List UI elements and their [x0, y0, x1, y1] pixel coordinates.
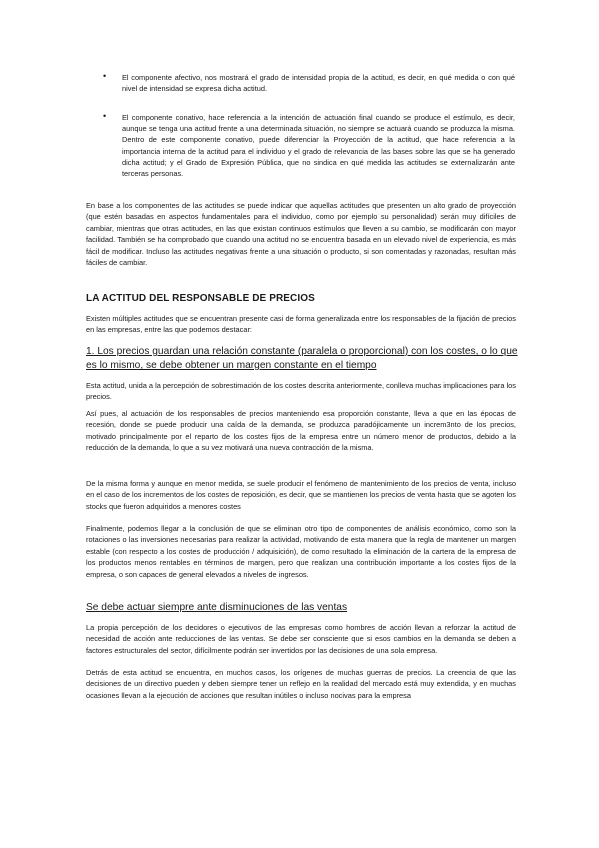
bullet-marker: • [103, 111, 107, 121]
subheading-disminuciones: Se debe actuar siempre ante disminuciones de las ventas [86, 602, 348, 613]
paragraph: La propia percepción de los decidores o ejecutivos de las empresas como hombres de acción llevan a reforzar la actitud de necesidad de acción ante reducciones de las ventas. Se debe ser consciente que si esos cambios en la demanda se deben a factores estructurales del sector, difícilmente podrán ser invertidos por las decisiones de una sola empresa. [86, 623, 516, 655]
paragraph: Esta actitud, unida a la percepción de sobrestimación de los costes descrita anteriormente, conlleva muchas implicaciones para los precios. [86, 381, 516, 402]
subheading-precios-costes: 1. Los precios guardan una relación constante (paralela o proporcional) con los costes, o lo que es lo mismo, se debe obtener un margen constante en el tiempo [86, 346, 518, 371]
bullet-item-conativo: El componente conativo, hace referencia a la intención de actuación final cuando se produce el estímulo, es decir, aunque se tenga una actitud frente a una determinada situación, no siempre se actuará cuando se produzca la misma. Dentro de este componente conativo, puede diferenciar la Proyección de la actitud, que hace referencia a la importancia interna de la actitud para el individuo y el grado de relevancia de las bases sobre las que se ha generado dicha actitud; y el Grado de Expresión Pública, que no sindica en qué medida las actitudes se externalizarán ante terceras personas. [122, 113, 515, 179]
paragraph: Finalmente, podemos llegar a la conclusión de que se eliminan otro tipo de componentes de análisis económico, como son la rotaciones o las inversiones necesarias para realizar la actividad, motivando de esta manera que la regla de mantener un margen estable (con respecto a los costes de producción / adquisición), de como resultado la eliminación de la cartera de la empresa de los productos menos rentables en términos de margen, pero que realizan una contribución importante a los costes fijos de la empresa, o son capaces de general elevados a niveles de ingresos. [86, 524, 516, 579]
paragraph: Detrás de esta actitud se encuentra, en muchos casos, los orígenes de muchas guerras de precios. La creencia de que las decisiones de un directivo pueden y deben siempre tener un reflejo en la realidad del mercado está muy extendida, y en muchas ocasiones llevan a la ejecución de acciones que resultan inútiles o incluso nocivas para la empresa [86, 668, 516, 700]
section-heading: LA ACTITUD DEL RESPONSABLE DE PRECIOS [86, 293, 315, 304]
bullet-item-afectivo: El componente afectivo, nos mostrará el grado de intensidad propia de la actitud, es decir, en qué medida o con qué nivel de intensidad se expresa dicha actitud. [122, 73, 515, 94]
bullet-marker: • [103, 71, 107, 81]
paragraph: De la misma forma y aunque en menor medida, se suele producir el fenómeno de mantenimiento de los precios de venta, incluso en el caso de los incrementos de los costes de reposición, es decir, que se mantienen los precios de venta hasta que se agoten los stocks que fueron adquiridos a menores costes [86, 479, 516, 511]
paragraph-intro: Existen múltiples actitudes que se encuentran presente casi de forma generalizada entre los responsables de la fijación de precios en las empresas, entre las que podemos destacar: [86, 314, 516, 335]
paragraph: Así pues, al actuación de los responsables de precios manteniendo esa proporción constante, lleva a que en las épocas de recesión, donde se puede producir una caída de la demanda, se produzca paradójicamente un increm3nto de los precios, motivado principalmente por el reparto de los costes fijos de la empresa entre un número menor de productos, debido a la reducción de la demanda, lo que a su vez motivará una nueva contracción de la misma. [86, 409, 516, 453]
paragraph-components: En base a los componentes de las actitudes se puede indicar que aquellas actitudes que presenten un alto grado de proyección (que estén basadas en aspectos fundamentales para el individuo, como por ejemplo su personalidad) serán muy difíciles de cambiar, mientras que otras actitudes, en las que existan continuos estímulos que lleven a su cambio, se modificarán con mayor facilidad. También se ha comprobado que cuando una actitud no se encuentra basada en un elevado nivel de experiencia, es más fácil de modificar. Incluso las actitudes negativas frente a una situación o producto, si son comentadas y razonadas, resultan más fáciles de cambiar. [86, 201, 516, 268]
